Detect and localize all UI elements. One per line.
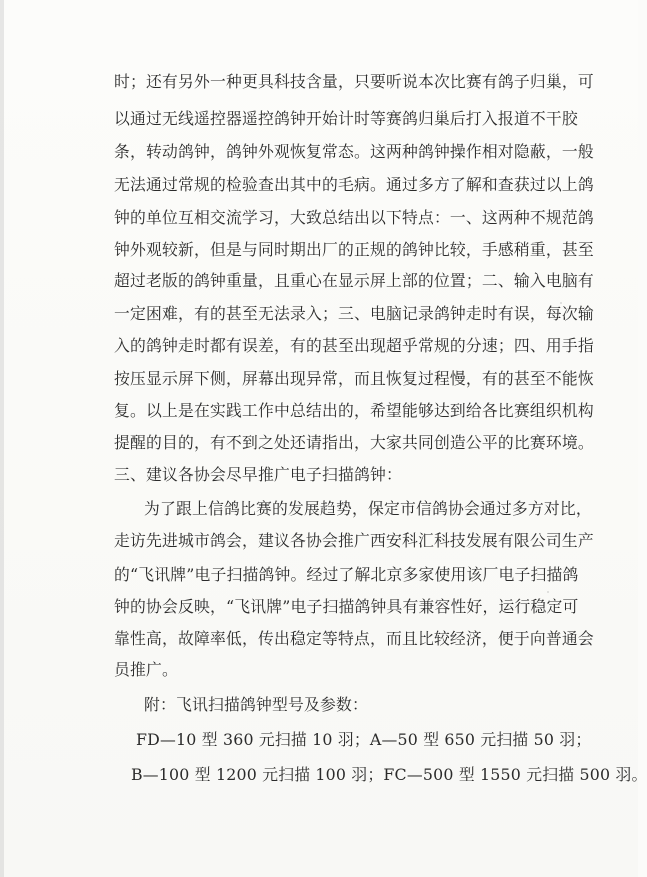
scan-speckle	[553, 124, 555, 126]
text-line: 钟外观较新，但是与同时期出厂的正规的鸽钟比较，手感稍重，甚至	[114, 240, 594, 259]
paragraph-first-line: 为了跟上信鸽比赛的发展趋势，保定市信鸽协会通过多方对比，	[144, 499, 592, 518]
model-specs-line-1: FD—10 型 360 元扫描 10 羽；A—50 型 650 元扫描 50 羽；	[136, 730, 592, 749]
text-line: 无法通过常规的检验查出其中的毛病。通过多方了解和查获过以上鸽	[114, 175, 594, 194]
text-line: 以通过无线遥控器遥控鸽钟开始计时等赛鸽归巢后打入报道不干胶	[114, 109, 578, 128]
model-specs-line-2: B—100 型 1200 元扫描 100 羽；FC—500 型 1550 元扫描 500 羽。	[131, 765, 647, 784]
text-line: 条，转动鸽钟，鸽钟外观恢复常态。这两种鸽钟操作相对隐蔽，一般	[114, 142, 594, 161]
text-line: 走访先进城市鸽会，建议各协会推广西安科汇科技发展有限公司生产	[114, 531, 594, 550]
text-line: 靠性高，故障率低，传出稳定等特点，而且比较经济，便于向普通会	[114, 629, 594, 648]
text-line: 钟的协会反映，“飞讯牌”电子扫描鸽钟具有兼容性好，运行稳定可	[114, 597, 579, 616]
page-edge-shadow	[0, 0, 4, 877]
text-line: 按压显示屏下侧，屏幕出现异常，而且恢复过程慢，有的甚至不能恢	[114, 369, 594, 388]
text-line: 一定困难，有的甚至无法录入；三、电脑记录鸽钟走时有误，每次输	[114, 304, 594, 323]
scan-speckle	[560, 302, 562, 304]
text-line: 时；还有另外一种更具科技含量，只要听说本次比赛有鸽子归巢，可	[114, 72, 594, 91]
scan-speckle	[547, 591, 549, 593]
section-heading: 三、建议各协会尽早推广电子扫描鸽钟：	[114, 465, 402, 484]
text-line: 提醒的目的，有不到之处还请指出，大家共同创造公平的比赛环境。	[114, 433, 594, 452]
text-line: 复。以上是在实践工作中总结出的，希望能够达到给各比赛组织机构	[114, 401, 594, 420]
appendix-heading: 附：飞讯扫描鸽钟型号及参数：	[144, 695, 368, 714]
text-line: 入的鸽钟走时都有误差，有的甚至出现超乎常规的分速；四、用手指	[114, 336, 594, 355]
text-line: 的“飞讯牌”电子扫描鸽钟。经过了解北京多家使用该厂电子扫描鸽	[114, 565, 579, 584]
text-line: 钟的单位互相交流学习，大致总结出以下特点：一、这两种不规范鸽	[114, 208, 594, 227]
text-line: 超过老版的鸽钟重量，且重心在显示屏上部的位置；二、输入电脑有	[114, 271, 594, 290]
text-line: 员推广。	[114, 660, 178, 679]
